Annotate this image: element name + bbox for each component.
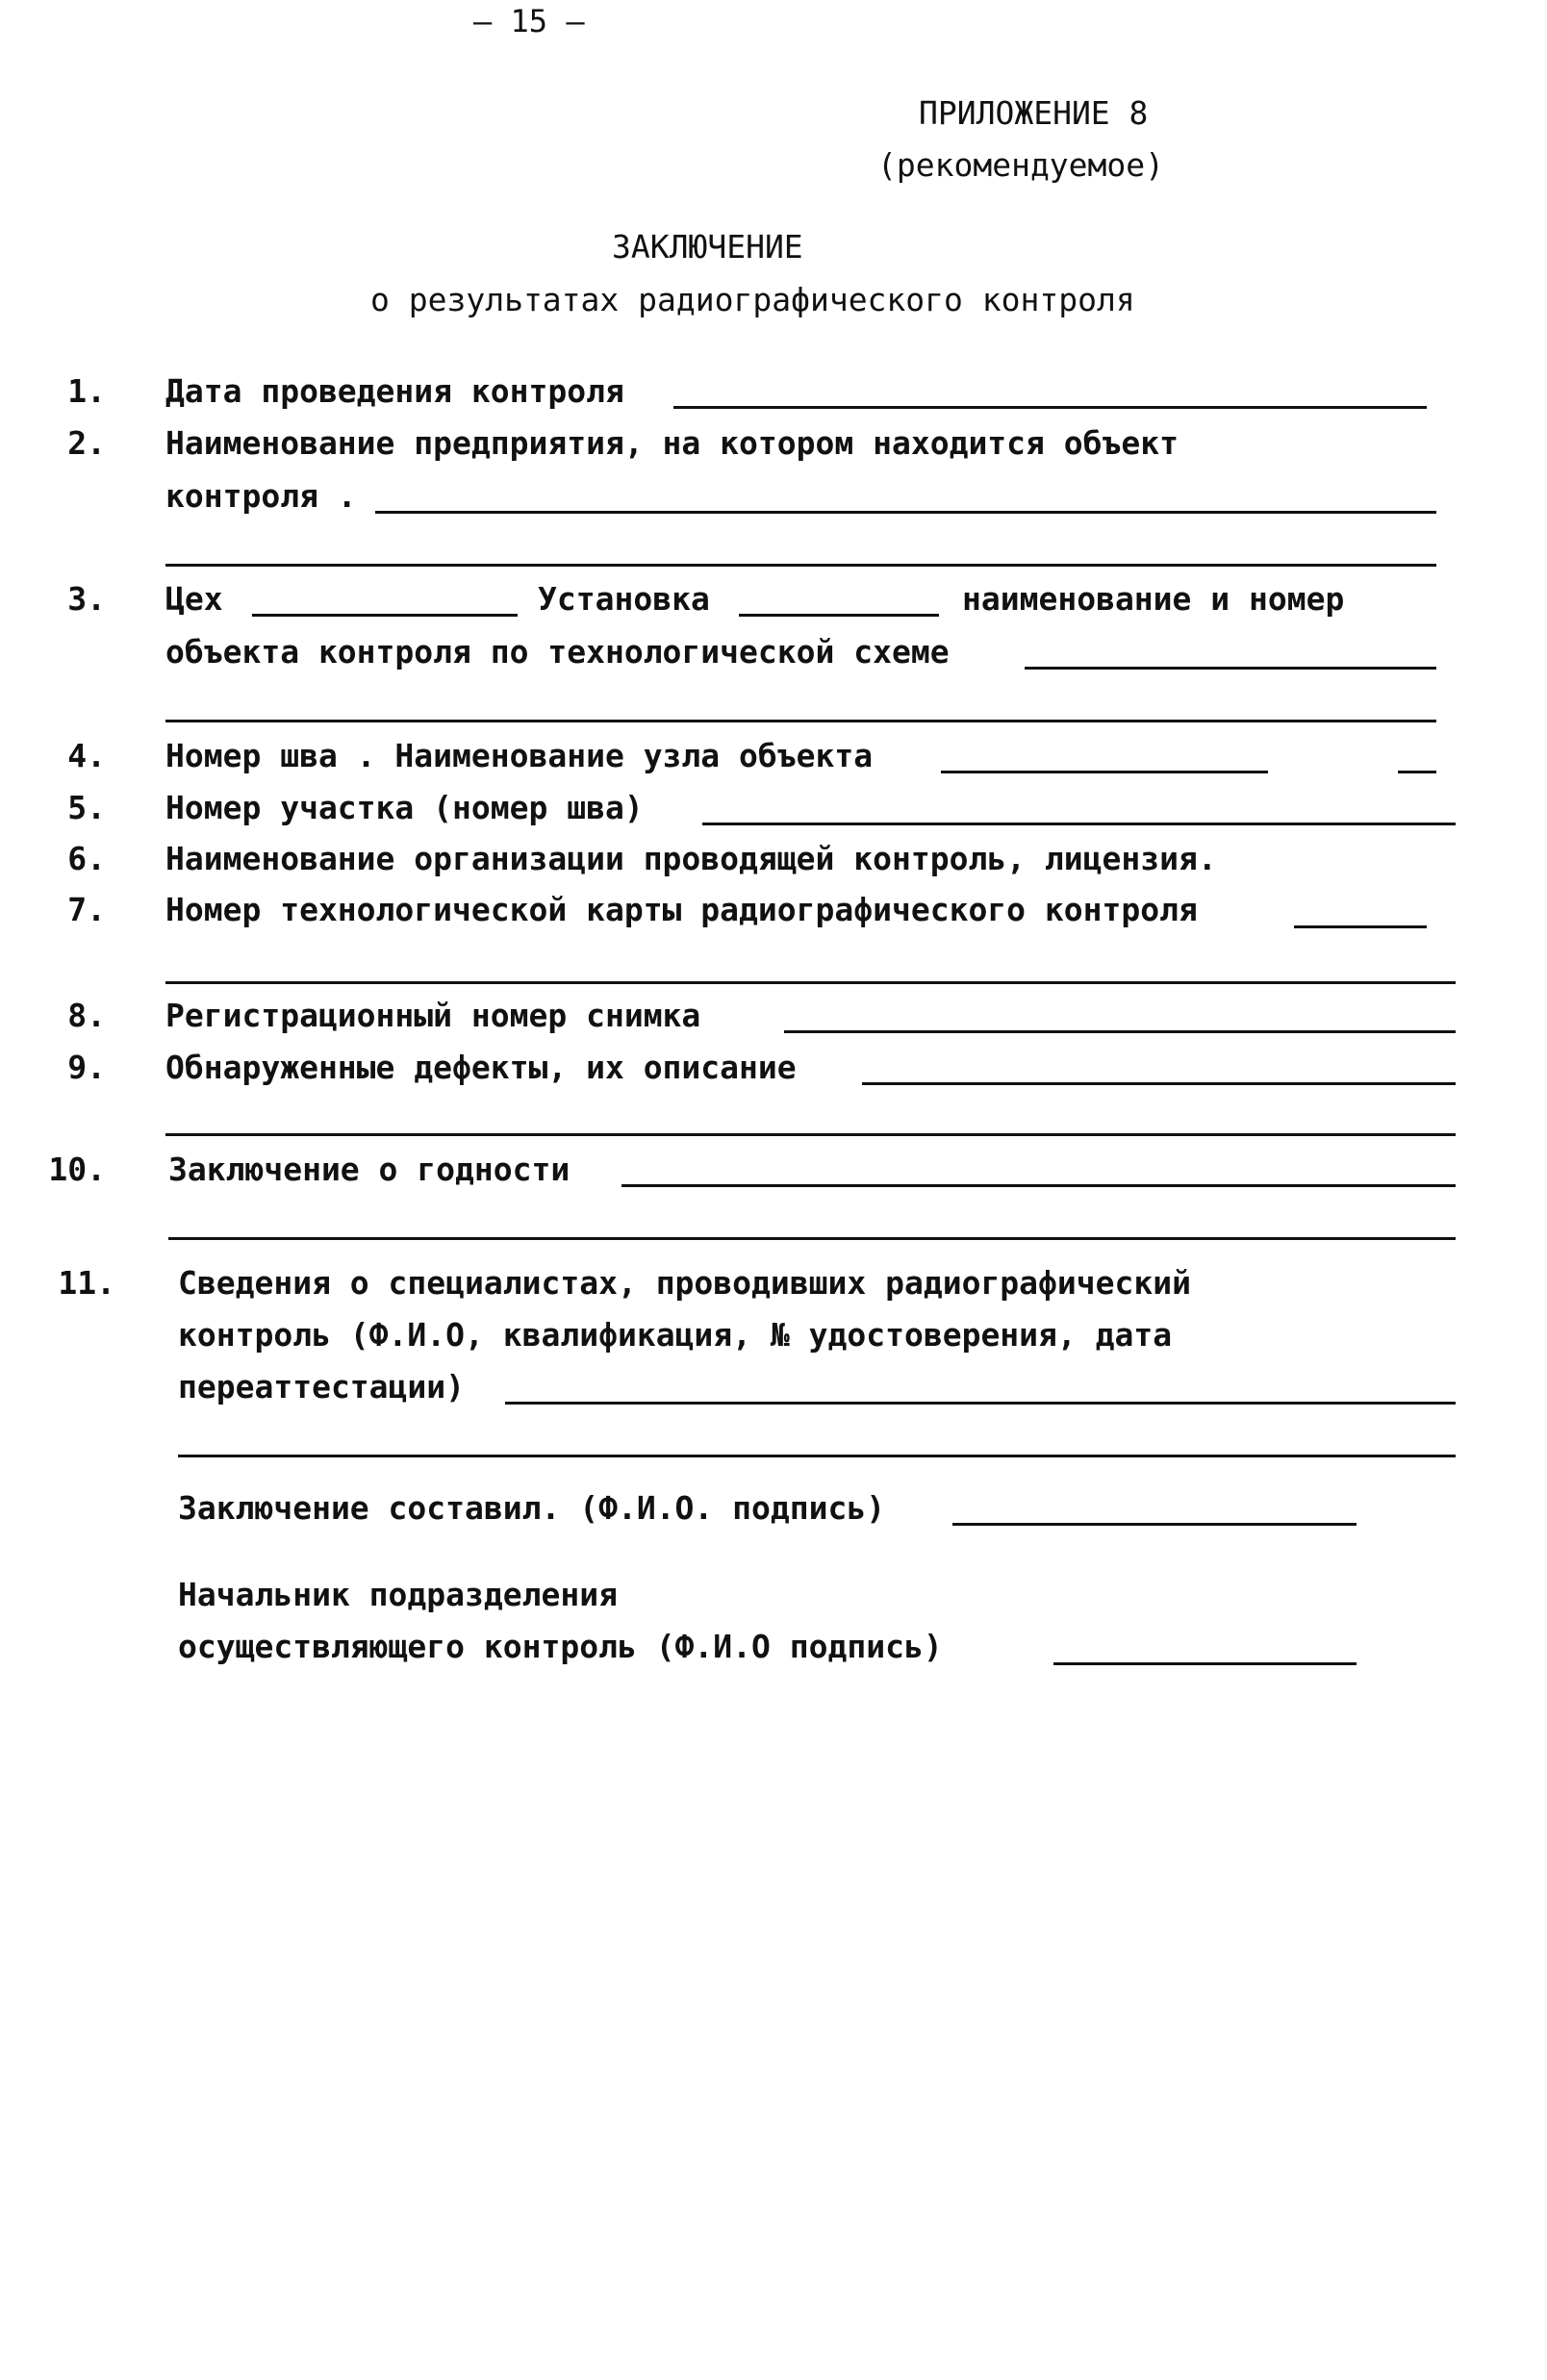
item-3-unit-label: Установка xyxy=(538,580,710,618)
item-1-number: 1. xyxy=(67,372,106,410)
item-11-field[interactable] xyxy=(505,1402,1456,1405)
item-6-number: 6. xyxy=(67,840,106,877)
item-8-field[interactable] xyxy=(784,1030,1456,1033)
item-10-label: Заключение о годности xyxy=(168,1151,571,1188)
item-2-field[interactable] xyxy=(375,511,1436,514)
item-11-label: Сведения о специалистах, проводивших радиографический xyxy=(178,1264,1191,1302)
item-4-field-short[interactable] xyxy=(1398,771,1436,773)
item-4-field[interactable] xyxy=(941,771,1268,773)
page-number: — 15 — xyxy=(473,3,585,39)
item-1-field[interactable] xyxy=(673,406,1427,409)
appendix-title: ПРИЛОЖЕНИЕ 8 xyxy=(919,94,1149,132)
item-6-label: Наименование организации проводящей контроль, лицензия. xyxy=(165,840,1217,877)
item-9-field-extra[interactable] xyxy=(165,1133,1456,1136)
item-9-number: 9. xyxy=(67,1049,106,1086)
compiled-by-label: Заключение составил. (Ф.И.О. подпись) xyxy=(178,1489,886,1527)
item-2-number: 2. xyxy=(67,424,106,462)
item-3-workshop-field[interactable] xyxy=(252,614,518,617)
item-10-field-extra[interactable] xyxy=(168,1237,1456,1240)
item-10-number: 10. xyxy=(48,1151,106,1188)
item-3-object-field-extra[interactable] xyxy=(165,720,1436,722)
item-3-object-field[interactable] xyxy=(1025,667,1436,670)
item-1-label: Дата проведения контроля xyxy=(165,372,624,410)
document-subtitle: о результатах радиографического контроля xyxy=(370,281,1135,318)
item-3-unit-field[interactable] xyxy=(739,614,939,617)
item-4-label: Номер шва . Наименование узла объекта xyxy=(165,737,874,774)
item-5-label: Номер участка (номер шва) xyxy=(165,789,644,826)
item-11-label-final: переаттестации) xyxy=(178,1368,466,1405)
item-7-field[interactable] xyxy=(1294,925,1427,928)
document-title: ЗАКЛЮЧЕНИЕ xyxy=(612,228,803,266)
item-9-label: Обнаруженные дефекты, их описание xyxy=(165,1049,797,1086)
appendix-subtitle: (рекомендуемое) xyxy=(877,146,1165,184)
item-4-number: 4. xyxy=(67,737,106,774)
item-7-number: 7. xyxy=(67,891,106,928)
department-head-signature-field[interactable] xyxy=(1053,1662,1357,1665)
item-3-workshop-label: Цех xyxy=(165,580,223,618)
item-11-number: 11. xyxy=(58,1264,115,1302)
item-5-number: 5. xyxy=(67,789,106,826)
item-11-label-continued: контроль (Ф.И.О, квалификация, № удостоверения, дата xyxy=(178,1316,1173,1354)
compiled-by-signature-field[interactable] xyxy=(952,1523,1357,1526)
item-5-field[interactable] xyxy=(702,823,1456,825)
item-7-label: Номер технологической карты радиографического контроля xyxy=(165,891,1198,928)
item-3-name-label: наименование и номер xyxy=(962,580,1345,618)
item-8-number: 8. xyxy=(67,997,106,1034)
department-head-label: Начальник подразделения xyxy=(178,1576,618,1613)
department-head-label-continued: осуществляющего контроль (Ф.И.О подпись) xyxy=(178,1628,943,1665)
item-9-field[interactable] xyxy=(862,1082,1456,1085)
item-7-field-extra[interactable] xyxy=(165,981,1456,984)
item-8-label: Регистрационный номер снимка xyxy=(165,997,701,1034)
item-2-label: Наименование предприятия, на котором находится объект xyxy=(165,424,1179,462)
item-3-label-continued: объекта контроля по технологической схеме xyxy=(165,633,950,671)
item-10-field[interactable] xyxy=(621,1184,1456,1187)
item-3-number: 3. xyxy=(67,580,106,618)
item-2-label-continued: контроля . xyxy=(165,477,357,515)
item-2-field-extra[interactable] xyxy=(165,564,1436,567)
item-11-field-extra[interactable] xyxy=(178,1455,1456,1457)
